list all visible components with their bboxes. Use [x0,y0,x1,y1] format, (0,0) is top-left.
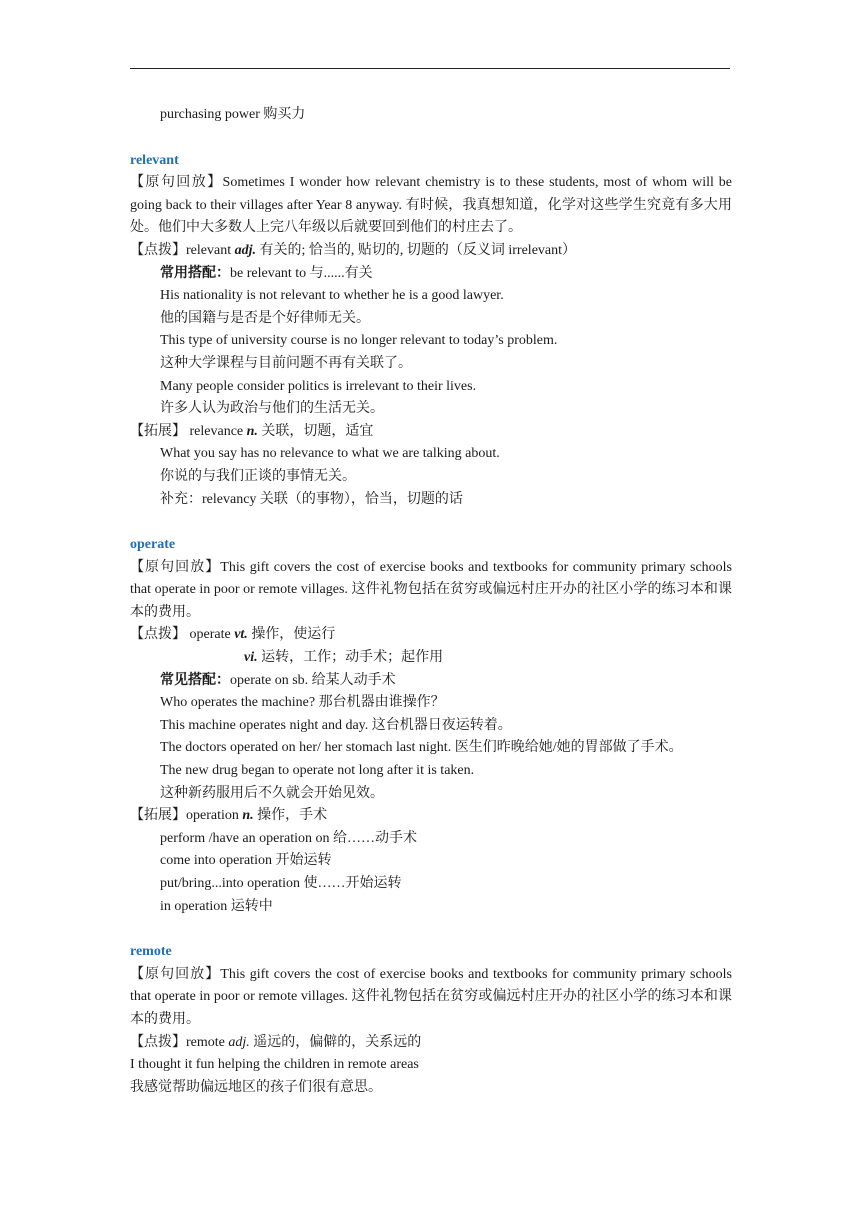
example-line: The doctors operated on her/ her stomach last night. 医生们昨晚给她/她的胃部做了手术。 [160,740,683,756]
example-line: This type of university course is no longer relevant to today’s problem. [160,333,558,349]
example-line: put/bring...into operation 使……开始运转 [160,876,402,891]
example-line: Many people consider politics is irrelevant to their lives. [160,378,477,394]
header-rule [130,68,730,69]
example-line: 我感觉帮助偏远地区的孩子们很有意思。 [130,1079,382,1095]
example-line: The new drug began to operate not long after it is taken. [160,763,475,779]
example-line: 这种大学课程与目前问题不再有关联了。 [160,355,412,371]
operate-tip-vi: vi. 运转，工作；动手术；起作用 [244,650,444,666]
relevant-tip: 【点拨】relevant adj. 有关的; 恰当的, 贴切的, 切题的（反义词 irrelevant） [130,242,577,258]
example-line: I thought it fun helping the children in remote areas [130,1057,419,1073]
operate-original-sentence: 【原句回放】This gift covers the cost of exercise books and textbooks for community primary schools that operate in poor or remote villages. 这件礼物包括在贫穷或偏远村庄开办的社区小学的练习本和课本的费用。 [130,559,732,620]
example-line: 你说的与我们正谈的事情无关。 [160,468,356,484]
example-line: in operation 运转中 [160,898,273,914]
relevant-collocation: 常用搭配：be relevant to 与......有关 [160,265,373,281]
example-line: perform /have an operation on 给……动手术 [160,830,417,846]
intro-phrase: purchasing power 购买力 [160,107,306,122]
headword-operate: operate [130,537,176,553]
example-line: 许多人认为政治与他们的生活无关。 [160,401,384,417]
example-line: What you say has no relevance to what we are talking about. [160,446,500,462]
example-line: This machine operates night and day. 这台机器日夜运转着。 [160,717,512,733]
example-line: His nationality is not relevant to whether he is a good lawyer. [160,288,504,304]
example-line: 补充：relevancy 关联（的事物），恰当，切题的话 [160,491,463,507]
remote-original-sentence: 【原句回放】This gift covers the cost of exercise books and textbooks for community primary schools that operate in poor or remote villages. 这件礼物包括在贫穷或偏远村庄开办的社区小学的练习本和课本的费用。 [130,966,732,1027]
operate-tip: 【点拨】 operate vt. 操作，使运行 [130,627,336,643]
relevant-extension: 【拓展】 relevance n. 关联，切题，适宜 [130,423,374,439]
headword-relevant: relevant [130,152,179,168]
document-body [130,104,732,1099]
example-line: 这种新药服用后不久就会开始见效。 [160,785,384,801]
example-line: Who operates the machine? 那台机器由谁操作？ [160,695,445,711]
operate-collocation: 常见搭配：operate on sb. 给某人动手术 [160,672,396,688]
relevant-original-sentence: 【原句回放】Sometimes I wonder how relevant chemistry is to these students, most of whom will be going back to their villages after Year 8 anyway. 有时候，我真想知道，化学对这些学生究竟有多大用处。他们中大多数人上完八年级以后就要回到他们的村庄去了。 [130,175,732,236]
remote-tip: 【点拨】remote adj. 遥远的，偏僻的，关系远的 [130,1034,422,1050]
example-line: 他的国籍与是否是个好律师无关。 [160,310,370,326]
headword-remote: remote [130,944,172,960]
operate-extension: 【拓展】operation n. 操作，手术 [130,808,328,824]
example-line: come into operation 开始运转 [160,853,332,869]
